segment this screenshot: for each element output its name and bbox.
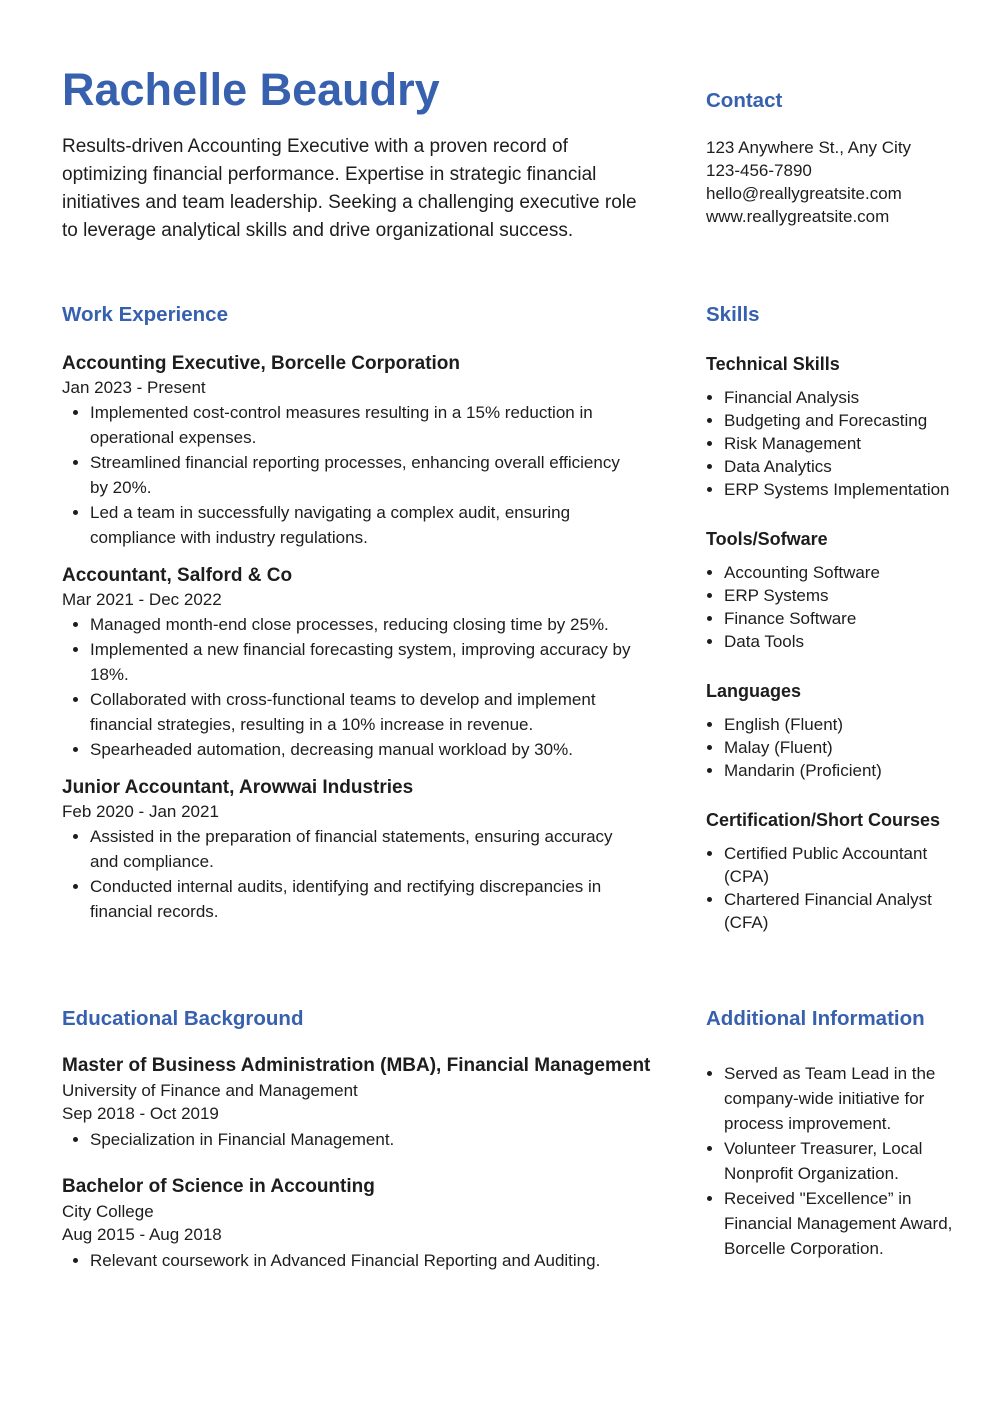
contact-line: hello@reallygreatsite.com	[706, 184, 902, 203]
skill-item: • Financial Analysis	[724, 386, 958, 409]
degree-bullets	[62, 1248, 637, 1273]
additional-info-item: • Received "Excellence” in Financial Management Award, Borcelle Corporation.	[724, 1186, 958, 1261]
skill-items	[706, 561, 958, 653]
degree-list	[62, 1053, 662, 1273]
job-title: Accounting Executive, Borcelle Corporation	[62, 353, 461, 374]
job-bullet: • Led a team in successfully navigating a complex audit, ensuring compliance with industry regulations.	[90, 500, 637, 550]
job-bullets	[62, 824, 637, 924]
skill-group-title: Technical Skills	[706, 354, 840, 374]
job-dates: Jan 2023 - Present	[62, 378, 206, 397]
skill-item: • Data Analytics	[724, 455, 958, 478]
education-heading: Educational Background	[62, 1007, 304, 1030]
job-bullet: • Managed month-end close processes, reducing closing time by 25%.	[90, 612, 637, 637]
degree-bullet: • Relevant coursework in Advanced Financial Reporting and Auditing.	[90, 1248, 637, 1273]
contact-section	[706, 64, 958, 228]
skill-item: • Finance Software	[724, 607, 958, 630]
contact-lines	[706, 136, 958, 228]
contact-line: 123-456-7890	[706, 161, 812, 180]
degree-title: Master of Business Administration (MBA), Financial Management	[62, 1055, 651, 1076]
skill-group-title: Languages	[706, 681, 802, 701]
skill-item: • Certified Public Accountant (CPA)	[724, 842, 958, 888]
skill-items	[706, 713, 958, 782]
job-dates: Mar 2021 - Dec 2022	[62, 590, 222, 609]
job-bullets	[62, 400, 637, 550]
job-entry	[62, 776, 662, 924]
header-section	[62, 64, 662, 245]
skill-item: • Risk Management	[724, 432, 958, 455]
job-dates: Feb 2020 - Jan 2021	[62, 802, 219, 821]
degree-title: Bachelor of Science in Accounting	[62, 1176, 375, 1197]
job-bullet: • Conducted internal audits, identifying and rectifying discrepancies in financial records.	[90, 874, 637, 924]
skill-item: • ERP Systems Implementation	[724, 478, 958, 501]
job-list	[62, 352, 662, 924]
skill-item: • English (Fluent)	[724, 713, 958, 736]
skill-items	[706, 386, 958, 501]
job-entry	[62, 352, 662, 550]
contact-line: www.reallygreatsite.com	[706, 207, 890, 226]
skills-section	[706, 303, 958, 934]
degree-dates: Sep 2018 - Oct 2019	[62, 1104, 219, 1123]
degree-dates: Aug 2015 - Aug 2018	[62, 1225, 222, 1244]
skill-group	[706, 527, 958, 653]
skill-item: • Budgeting and Forecasting	[724, 409, 958, 432]
skill-items	[706, 842, 958, 934]
degree-entry	[62, 1053, 662, 1152]
skill-group-title: Tools/Sofware	[706, 529, 828, 549]
job-bullet: • Implemented a new financial forecasting system, improving accuracy by 18%.	[90, 637, 637, 687]
skill-group	[706, 352, 958, 501]
additional-info-item: • Volunteer Treasurer, Local Nonprofit Organization.	[724, 1136, 958, 1186]
page-title: Rachelle Beaudry	[62, 64, 440, 115]
job-entry	[62, 564, 662, 762]
degree-school: City College	[62, 1202, 154, 1221]
skill-item: • Mandarin (Proficient)	[724, 759, 958, 782]
job-bullet: • Implemented cost-control measures resulting in a 15% reduction in operational expenses.	[90, 400, 637, 450]
skill-item: • Accounting Software	[724, 561, 958, 584]
degree-school: University of Finance and Management	[62, 1081, 358, 1100]
degree-bullet: • Specialization in Financial Management.	[90, 1127, 637, 1152]
job-bullet: • Assisted in the preparation of financial statements, ensuring accuracy and compliance.	[90, 824, 637, 874]
job-bullet: • Collaborated with cross-functional teams to develop and implement financial strategies, resulting in a 10% increase in revenue.	[90, 687, 637, 737]
additional-info-heading: Additional Information	[706, 1007, 925, 1030]
job-title: Accountant, Salford & Co	[62, 565, 293, 586]
additional-info-list	[706, 1061, 958, 1261]
education-section	[62, 1007, 662, 1273]
profile-summary: Results-driven Accounting Executive with a proven record of optimizing financial performance. Expertise in strategic financial initiatives and team leadership. Seeking a challenging executive role to leverage analytical skills and drive organizational success.	[62, 136, 637, 241]
job-title: Junior Accountant, Arowwai Industries	[62, 777, 414, 798]
contact-heading: Contact	[706, 89, 783, 112]
job-bullet: • Streamlined financial reporting processes, enhancing overall efficiency by 20%.	[90, 450, 637, 500]
job-bullets	[62, 612, 637, 762]
skill-group-list	[706, 352, 958, 934]
job-bullet: • Spearheaded automation, decreasing manual workload by 30%.	[90, 737, 637, 762]
skill-group-title: Certification/Short Courses	[706, 810, 941, 830]
work-experience-section	[62, 303, 662, 924]
work-experience-heading: Work Experience	[62, 303, 228, 326]
skills-heading: Skills	[706, 303, 760, 326]
skill-item: • ERP Systems	[724, 584, 958, 607]
skill-item: • Data Tools	[724, 630, 958, 653]
additional-info-section	[706, 1007, 958, 1261]
additional-info-item: • Served as Team Lead in the company-wide initiative for process improvement.	[724, 1061, 958, 1136]
degree-bullets	[62, 1127, 637, 1152]
contact-line: 123 Anywhere St., Any City	[706, 138, 912, 157]
skill-item: • Malay (Fluent)	[724, 736, 958, 759]
skill-item: • Chartered Financial Analyst (CFA)	[724, 888, 958, 934]
degree-entry	[62, 1174, 662, 1273]
skill-group	[706, 679, 958, 782]
skill-group	[706, 808, 958, 934]
